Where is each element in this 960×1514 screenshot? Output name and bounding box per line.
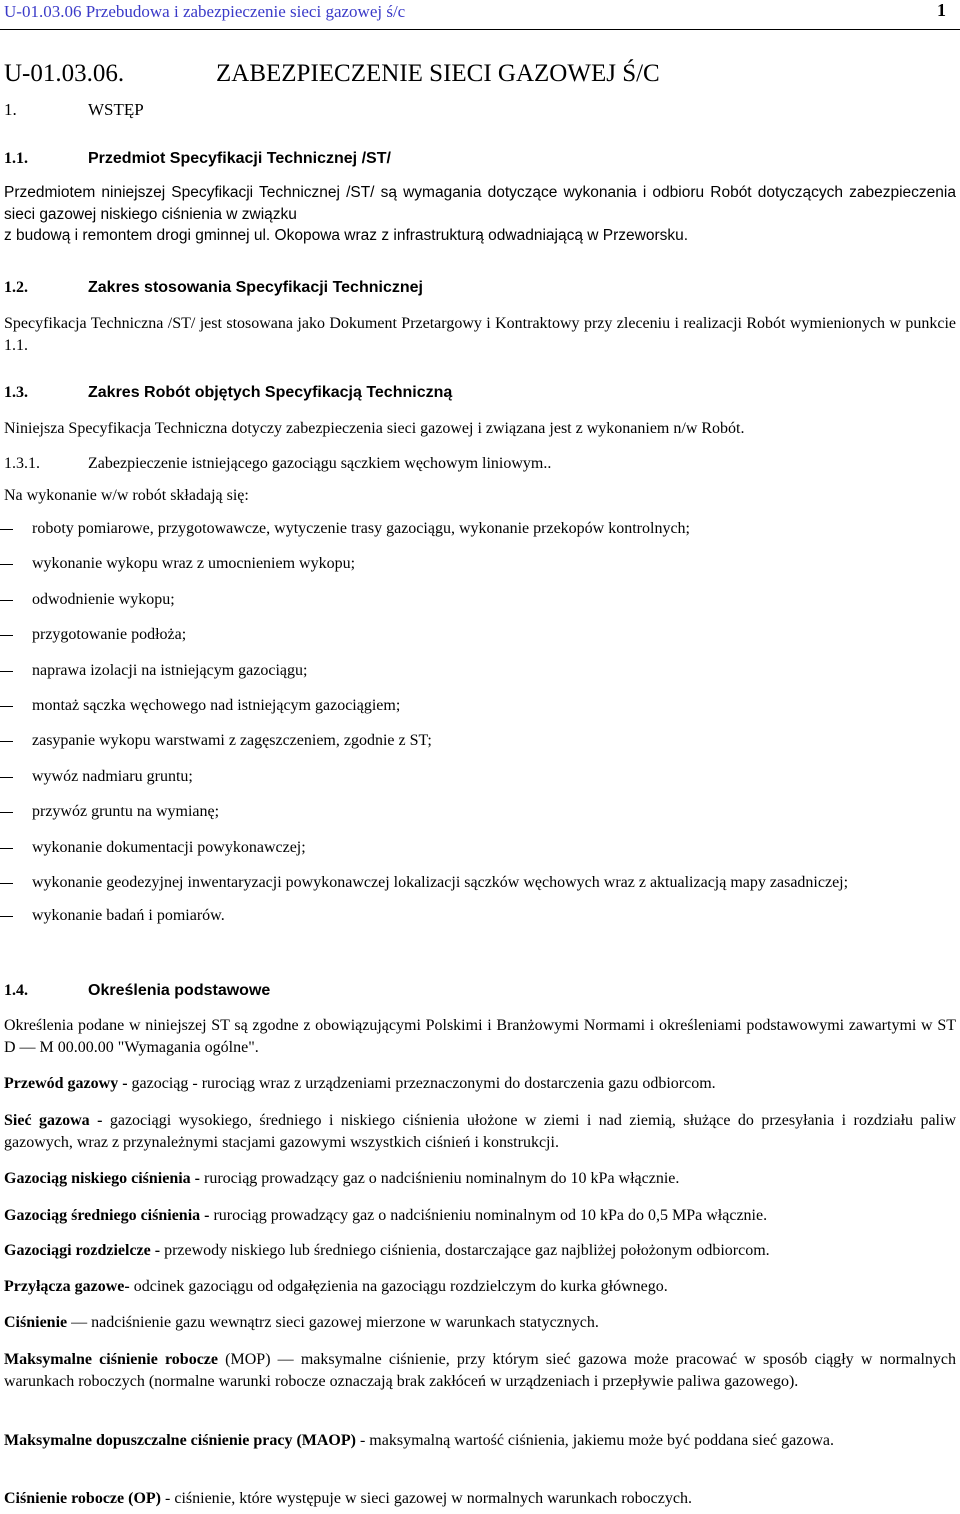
definition-text: - maksymalną wartość ciśnienia, jakiemu może być poddana sieć gazowa.	[355, 1432, 835, 1449]
section-1-3-paragraph: Niniejsza Specyfikacja Techniczna dotyczy zabezpieczenia sieci gazowej i związana jest z wykonaniem n/w Robót.	[4, 420, 745, 437]
list-item-text: naprawa izolacji na istniejącym gazociągu;	[32, 661, 308, 679]
definition-term: Gazociąg średniego ciśnienia -	[4, 1207, 210, 1224]
definition-text: — nadciśnienie gazu wewnątrz sieci gazowej mierzone w warunkach statycznych.	[67, 1314, 599, 1331]
section-number: 1.2.	[4, 279, 28, 296]
dash-bullet	[0, 529, 13, 530]
list-item-text: zasypanie wykopu warstwami z zagęszczeniem, zgodnie z ST;	[32, 732, 432, 750]
definition-item	[4, 1168, 956, 1190]
definition-item	[4, 1349, 956, 1394]
list-item-text: wykonanie geodezyjnej inwentaryzacji powykonawczej lokalizacji sączków węchowych wraz z aktualizacją mapy zasadniczej;	[32, 873, 849, 891]
dash-bullet	[0, 600, 13, 601]
document-title-text: ZABEZPIECZENIE SIECI GAZOWEJ Ś/C	[216, 60, 660, 87]
section-1-3-1-heading	[4, 453, 551, 475]
list-item	[0, 518, 956, 540]
list-item-text: wykonanie wykopu wraz z umocnieniem wykopu;	[32, 555, 356, 573]
section-1-4-paragraph: Określenia podane w niniejszej ST są zgodne z obowiązującymi Polskimi i Branżowymi Normami i określeniami podstawowymi zawartymi w ST D — M 00.00.00 "Wymagania ogólne".	[4, 1017, 956, 1057]
list-item	[0, 660, 956, 682]
definition-term: Ciśnienie	[4, 1314, 68, 1331]
definition-text: odcinek gazociągu od odgałęzienia na gazociągu rozdzielczym do kurka głównego.	[129, 1278, 668, 1295]
definition-term: Gazociąg niskiego ciśnienia -	[4, 1170, 200, 1187]
section-1-1-paragraph	[4, 182, 956, 247]
definition-term: Gazociągi rozdzielcze -	[4, 1242, 161, 1259]
list-item	[0, 801, 956, 823]
definition-item	[4, 1276, 956, 1298]
dash-bullet	[0, 635, 13, 636]
definition-term: Ciśnienie robocze (OP)	[4, 1490, 162, 1507]
definition-text: rurociąg prowadzący gaz o nadciśnieniu nominalnym od 10 kPa do 0,5 MPa włącznie.	[209, 1207, 768, 1224]
definition-item	[4, 1205, 956, 1227]
list-item-text: wywóz nadmiaru gruntu;	[32, 767, 193, 785]
definition-text: (MOP) — maksymalne ciśnienie, przy którym sieć gazowa może pracować w sposób ciągły w normalnych warunkach roboczych (normalne warunki robocze oznaczają brak zakłóceń w urządzeniach i przepływie paliwa gazowego).	[4, 1351, 956, 1391]
works-list	[0, 518, 956, 928]
definition-term: Sieć gazowa -	[4, 1112, 103, 1129]
dash-bullet	[0, 671, 13, 672]
definition-term: Przewód gazowy -	[4, 1075, 128, 1092]
dash-bullet	[0, 741, 13, 742]
list-item-text: roboty pomiarowe, przygotowawcze, wytyczenie trasy gazociągu, wykonanie przekopów kontrolnych;	[32, 520, 690, 537]
list-item	[0, 766, 956, 788]
definition-item	[4, 1073, 956, 1095]
header-text: U-01.03.06 Przebudowa i zabezpieczenie sieci gazowej ś/c	[4, 2, 406, 21]
section-number: 1.3.	[4, 384, 28, 401]
definition-item	[4, 1110, 956, 1155]
definition-term: Przyłącza gazowe-	[4, 1278, 130, 1295]
dash-bullet	[0, 777, 13, 778]
definition-text: gazociąg - rurociąg wraz z urządzeniami przeznaczonymi do dostarczenia gazu odbiorcom.	[127, 1075, 716, 1092]
section-title: Zabezpieczenie istniejącego gazociągu sączkiem węchowym liniowym..	[88, 455, 552, 472]
definition-text: gazociągi wysokiego, średniego i niskiego ciśnienia ułożone w ziemi i nad ziemią, służące do przesyłania i rozdziału paliw gazowych, wraz z przynależnymi stacjami gazowymi wszystkich ciśnień i konstrukcji.	[4, 1112, 957, 1152]
list-item	[0, 695, 956, 717]
dash-bullet	[0, 812, 13, 813]
list-item-text: wykonanie badań i pomiarów.	[32, 907, 225, 925]
section-title: Zakres stosowania Specyfikacji Technicznej	[88, 279, 423, 296]
dash-bullet	[0, 706, 13, 707]
section-title: WSTĘP	[88, 100, 144, 119]
list-item	[0, 905, 956, 927]
list-item	[0, 553, 956, 575]
section-number: 1.4.	[4, 982, 28, 999]
list-item-text: odwodnienie wykopu;	[32, 590, 175, 608]
dash-bullet	[0, 883, 13, 884]
section-title: Zakres Robót objętych Specyfikacją Techniczną	[88, 384, 453, 401]
list-item-text: przygotowanie podłoża;	[32, 626, 187, 644]
dash-bullet	[0, 848, 13, 849]
definition-item	[4, 1240, 956, 1262]
section-number: 1.3.1.	[4, 455, 40, 472]
definition-text: przewody niskiego lub średniego ciśnienia, dostarczające gaz najbliżej położonym odbiorcom.	[160, 1242, 770, 1259]
section-1-3-heading	[4, 382, 452, 404]
document-code: U-01.03.06.	[4, 60, 125, 87]
list-item-text: montaż sączka węchowego nad istniejącym gazociągiem;	[32, 696, 401, 714]
works-intro: Na wykonanie w/w robót składają się:	[4, 487, 249, 504]
section-number: 1.	[4, 100, 17, 119]
definition-item	[4, 1430, 956, 1452]
definition-term: Maksymalne dopuszczalne ciśnienie pracy (MAOP)	[4, 1432, 356, 1449]
paragraph-part: z budową i remontem drogi gminnej ul. Okopowa wraz z infrastrukturą odwadniającą w Przeworsku.	[4, 227, 689, 245]
list-item	[0, 730, 956, 752]
definition-text: - ciśnienie, które występuje w sieci gazowej w normalnych warunkach roboczych.	[161, 1490, 692, 1507]
section-title: Przedmiot Specyfikacji Technicznej /ST/	[88, 150, 391, 167]
definition-item	[4, 1488, 956, 1510]
dash-bullet	[0, 564, 13, 565]
section-1-4-heading	[4, 980, 270, 1002]
section-1-1-heading	[4, 148, 391, 170]
list-item	[0, 589, 956, 611]
list-item-text: przywóz gruntu na wymianę;	[32, 803, 220, 821]
section-number: 1.1.	[4, 150, 28, 167]
document-title	[4, 56, 660, 91]
definition-text: rurociąg prowadzący gaz o nadciśnieniu nominalnym do 10 kPa włącznie.	[200, 1170, 680, 1187]
list-item	[0, 872, 956, 894]
list-item-text: wykonanie dokumentacji powykonawczej;	[32, 838, 306, 856]
paragraph-part: Przedmiotem niniejszej Specyfikacji Technicznej /ST/ są wymagania dotyczące wykonania i odbioru Robót dotyczących zabezpieczenia sieci gazowej niskiego ciśnienia w związku	[4, 184, 956, 223]
section-1-2-heading	[4, 277, 423, 299]
section-1-heading	[4, 98, 144, 122]
dash-bullet	[0, 916, 13, 917]
section-1-2-paragraph: Specyfikacja Techniczna /ST/ jest stosowana jako Dokument Przetargowy i Kontraktowy przy zleceniu i realizacji Robót wymienionych w punkcie 1.1.	[4, 315, 956, 355]
list-item	[0, 837, 956, 859]
section-title: Określenia podstawowe	[88, 982, 271, 999]
page-header	[0, 0, 960, 30]
definition-item	[4, 1312, 956, 1334]
page-number: 1	[937, 0, 946, 20]
list-item	[0, 624, 956, 646]
definition-term: Maksymalne ciśnienie robocze	[4, 1351, 219, 1368]
